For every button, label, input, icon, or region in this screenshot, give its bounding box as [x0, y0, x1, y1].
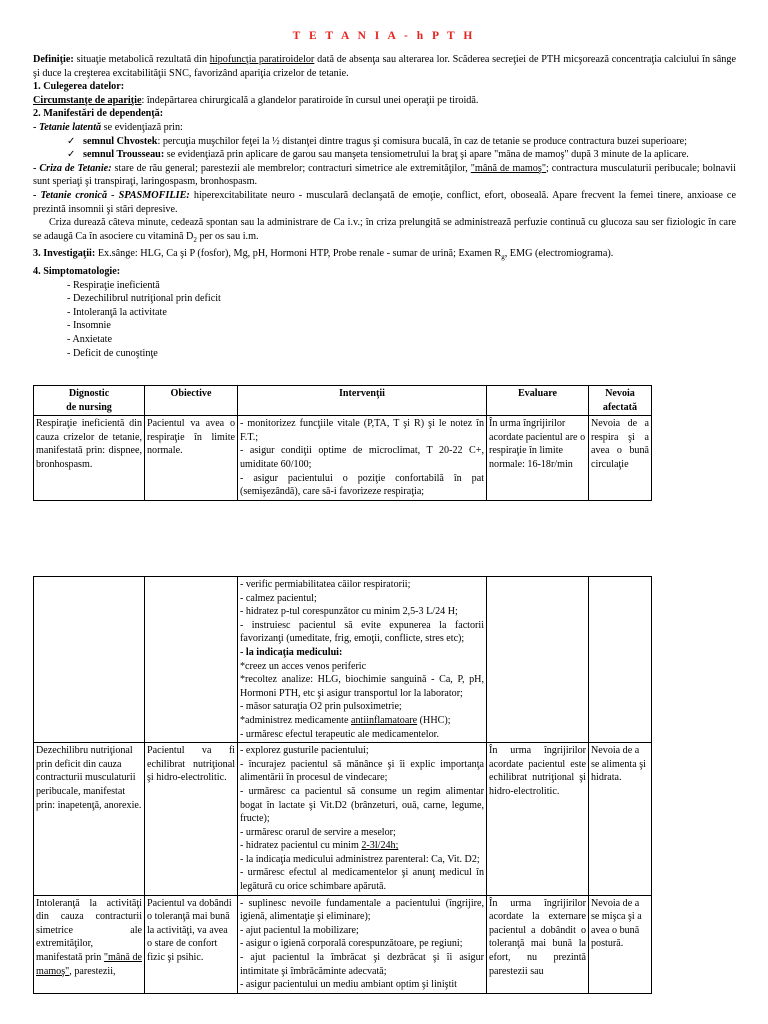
- cell-evaluation: [487, 577, 589, 743]
- latent-dash: -: [33, 121, 39, 133]
- nursing-care-table-continued: [33, 576, 652, 994]
- cell-evaluation: În urma îngrijirilor acordate pacientul are o respiraţie în limite normale: 16-18r/min: [487, 416, 589, 501]
- header-need: [589, 386, 652, 416]
- intervention-item: - ajut pacientul la mobilizare;: [240, 924, 359, 936]
- chronic-label: Tetanie cronică - SPASMOFILIE:: [40, 189, 190, 201]
- trousseau-item: [33, 148, 736, 162]
- checkmark-icon: ✓: [67, 149, 76, 161]
- intervention-item: *recoltez analize: HLG, biochimie sanguină - Ca, P, pH, Hormoni PTH, etc şi asigur transportul lor la laborator;: [240, 674, 484, 699]
- cell-objective: Pacientul va avea o respiraţie în limite normale.: [145, 416, 238, 501]
- investigations-text: Ex.sânge: HLG, Ca şi P (fosfor), Mg, pH, Hormoni HTP, Probe renale - sumar de urină; Examen R: [95, 248, 502, 260]
- intervention-item: [240, 839, 484, 853]
- latent-text: se evidenţiază prin:: [101, 121, 183, 133]
- item-underlined: 2-3l/24h;: [361, 840, 399, 852]
- circumstances-label: Circumstanţe de apariţie: [33, 94, 142, 106]
- definition-label: Definiţie:: [33, 54, 74, 65]
- latent-label: Tetanie latentă: [38, 121, 102, 133]
- definition-text: situaţie metabolică rezultată din: [73, 54, 210, 65]
- intervention-item: *creez un acces venos periferic: [240, 660, 367, 672]
- crisis-underlined: "mână de mamoş": [470, 162, 547, 174]
- table-header-row: [34, 386, 652, 416]
- cell-need: Nevoia de a se alimenta şi hidrata.: [589, 743, 652, 896]
- document-body: [33, 53, 736, 360]
- intervention-item: - verific permiabilitatea căilor respiratorii;: [240, 579, 411, 590]
- item-text: (HHC);: [417, 714, 451, 726]
- header-text: Nevoia: [605, 388, 635, 399]
- item-text: - hidratez pacientul cu minim: [240, 840, 362, 852]
- intervention-item: - ajut pacientul la îmbrăcat şi dezbrăcat şi îi asigur intimitate şi îmbrăcăminte adecvată;: [240, 952, 484, 977]
- cell-diagnostic: Respiraţie ineficientă din cauza crizelor de tetanie, manifestată prin: dispnee, bronhospasm.: [34, 416, 145, 501]
- intervention-item: - calmez pacientul;: [240, 592, 317, 604]
- table-row: [34, 577, 652, 743]
- intervention-item: - asigur pacientului o poziţie confortabilă în pat (semişezândă), care să-i favorizeze respiraţia;: [240, 472, 484, 498]
- cell-evaluation: În urma îngrijirilor acordate pacientul este echilibrat nutriţional şi hidro-electrolitic.: [487, 743, 589, 896]
- intervention-item: - asigur o igienă corporală corespunzătoare, pe regiuni;: [240, 938, 463, 950]
- cell-diagnostic: [34, 895, 145, 993]
- list-item: - Deficit de cunoştinţe: [67, 347, 158, 359]
- cell-objective: Pacientul va fi echilibrat nutriţional şi hidro-electrolitic.: [145, 743, 238, 896]
- header-text: Dignostic: [68, 388, 110, 399]
- intervention-item: - suplinesc nevoile fundamentale a pacientului (îngrijire, igienă, alimentaţie şi eliminare);: [240, 897, 484, 923]
- header-objectives: Obiective: [145, 386, 238, 416]
- investigations-paragraph: [33, 247, 736, 265]
- crisis-text: stare de rău general; parestezii ale membrelor; contracturi simetrice ale extremităţilor,: [111, 162, 471, 174]
- list-item: - Respiraţie ineficientă: [67, 279, 160, 291]
- intervention-item: - asigur pacientului un mediu ambiant optim şi liniştit: [240, 979, 457, 991]
- intervention-item: - hidratez p-tul corespunzător cu minim 2,5-3 L/24 H;: [240, 606, 458, 618]
- intervention-item: - urmăresc efectul terapeutic ale medicamentelor.: [240, 728, 439, 740]
- header-diagnostic: [34, 386, 145, 416]
- circumstances-paragraph: [33, 94, 736, 108]
- cell-underlined: "mână de mamoş": [36, 952, 142, 977]
- intervention-item: - la indicaţia medicului:: [240, 646, 343, 658]
- item-text: *administrez medicamente: [240, 714, 351, 726]
- subscript: g: [501, 253, 505, 262]
- intervention-item: - urmăresc efectul al medicamentelor şi anunţ medicul în legătură cu orice schimbare apărută.: [240, 867, 484, 893]
- intervention-item: - instruiesc pacientul să evite expunerea la factorii favorizanţi (umeditate, frig, emoţii, conflicte, stres etc);: [240, 619, 484, 645]
- cell-diagnostic: [34, 577, 145, 743]
- intervention-item: - monitorizez funcţiile vitale (P,TA, T şi R) şi le notez în F.T.;: [240, 418, 484, 443]
- symptom-list: [33, 279, 736, 361]
- chvostek-item: [33, 135, 736, 149]
- chronic-text: hiperexcitabilitate neuro - musculară declanşată de emoţie, conflict, efort, oboseală. Apare frecvent la femei tinere, anxioase ce prezintă insomnii şi stări depresive.: [33, 189, 736, 215]
- item-underlined: antiinflamatoare: [351, 714, 418, 726]
- intervention-item: [240, 714, 484, 728]
- cell-need: Nevoia de a se mişca şi a avea o bună postură.: [589, 895, 652, 993]
- crisis-label: Criza de Tetanie:: [39, 162, 112, 174]
- cell-need: Nevoia de a respira şi a avea o bună circulaţie: [589, 416, 652, 501]
- header-evaluation: Evaluare: [487, 386, 589, 416]
- intervention-item: - asigur condiţii optime de microclimat, T 20-22 C+, umiditate 60/100;: [240, 445, 484, 470]
- trousseau-text: se evidenţiază prin aplicare de garou sau manşeta tensiometrului la braţ şi apare "mâna de mamoş" după 3 minute de la aplicare.: [164, 149, 689, 161]
- section-3-heading: 3. Investigaţii:: [33, 248, 96, 260]
- crisis-duration-text: Criza durează câteva minute, cedează spontan sau la administrare de Ca i.v.; în criza prelungită se administrează perfuzie continuă cu glucoza sau ser fiziologic în care se adaugă Ca în asociere cu vitamină D: [33, 217, 736, 242]
- intervention-item: - la indicaţia medicului administrez parenteral: Ca, Vit. D2;: [240, 853, 480, 865]
- crisis-dash: -: [33, 162, 40, 174]
- section-1-heading: 1. Culegerea datelor:: [33, 81, 125, 93]
- chronic-dash: -: [33, 189, 41, 201]
- list-item: - Anxietate: [67, 333, 112, 345]
- definition-underlined: hipofuncţia paratiroidelor: [209, 54, 315, 65]
- tetany-crisis-paragraph: [33, 162, 736, 189]
- header-text: afectată: [602, 401, 638, 413]
- checkmark-icon: ✓: [67, 135, 76, 147]
- cell-interventions: [238, 895, 487, 993]
- circumstances-text: : îndepărtarea chirurgicală a glandelor paratiroide în cursul unei operaţii pe tiroidă.: [141, 94, 479, 106]
- latent-tetany-line: [33, 121, 736, 135]
- table-row: [34, 416, 652, 501]
- cell-objective: [145, 577, 238, 743]
- cell-objective: Pacientul va dobândi o toleranţă mai bună la activităţi, va avea o stare de confort fizic şi psihic.: [145, 895, 238, 993]
- section-4-heading: 4. Simptomatologie:: [33, 265, 121, 277]
- document-title: T E T A N I A - h P T H: [292, 30, 476, 42]
- crisis-text-end: ; contractura musculaturii peribucale; bolnavii sunt speriaţi şi transpiraţi, laringospasm, bronhospasm.: [33, 162, 736, 188]
- intervention-item: - măsor saturaţia O2 prin pulsoximetrie;: [240, 701, 402, 713]
- crisis-duration-end: per os sau i.m.: [196, 230, 259, 242]
- header-interventions: Intervenţii: [238, 386, 487, 416]
- cell-interventions: [238, 577, 487, 743]
- list-item: - Intoleranţă la activitate: [67, 306, 167, 318]
- chvostek-label: semnul Chvostek: [83, 135, 158, 147]
- cell-interventions: [238, 743, 487, 896]
- definition-text-end: dată de absenţa sau alterarea lor. Scăderea secreţiei de PTH micşorează concentraţia calciului în sânge şi duce la creşterea excitabilităţii SNC, favorizând apariţia crizelor de tetanie.: [33, 54, 736, 79]
- crisis-duration-paragraph: [33, 216, 736, 247]
- cell-evaluation: În urma îngrijirilor acordate la externare pacientul a dobândit o toleranţă mai bună la efort, nu prezintă parestezii sau: [487, 895, 589, 993]
- table-row: [34, 895, 652, 993]
- chvostek-text: : percuţia muşchilor feţei la ½ distanţei dintre tragus şi comisura bucală, în caz de tetanie se produce contractura buzei superioare;: [157, 135, 687, 147]
- list-item: - Insomnie: [67, 320, 111, 332]
- chronic-tetany-paragraph: [33, 189, 736, 216]
- list-item: - Dezechilibrul nutriţional prin deficit: [67, 293, 221, 305]
- investigations-text-end: , EMG (electromiograma).: [504, 248, 614, 260]
- intervention-item: - urmăresc orarul de servire a meselor;: [240, 826, 396, 838]
- intervention-item: - explorez gusturile pacientului;: [240, 745, 369, 757]
- section-2-heading: 2. Manifestări de dependenţă:: [33, 108, 164, 120]
- intervention-item: - urmăresc ca pacientul să consume un regim alimentar bogat în lactate şi Vit.D2 (brânzeturi, ouă, carne, legume, fructe);: [240, 785, 484, 825]
- cell-interventions: [238, 416, 487, 501]
- cell-text: , parestezii,: [69, 965, 116, 977]
- intervention-item: - încurajez pacientul să mănânce şi îi explic importanţa alimentării în procesul de vindecare;: [240, 758, 484, 784]
- header-text: de nursing: [66, 401, 112, 413]
- table-row: [34, 743, 652, 896]
- trousseau-label: semnul Trousseau:: [83, 149, 165, 161]
- subscript: 2: [193, 235, 197, 244]
- cell-text: Intoleranţă la activităţi din cauza contracturii simetrice ale extremităţilor, manifestată prin: [36, 897, 142, 964]
- nursing-care-table: [33, 385, 652, 501]
- cell-need: [589, 577, 652, 743]
- definition-paragraph: [33, 53, 736, 80]
- cell-diagnostic: Dezechilibru nutriţional prin deficit din cauza contracturii musculaturii peribucale, manifestat prin: inapetenţă, anorexie.: [34, 743, 145, 896]
